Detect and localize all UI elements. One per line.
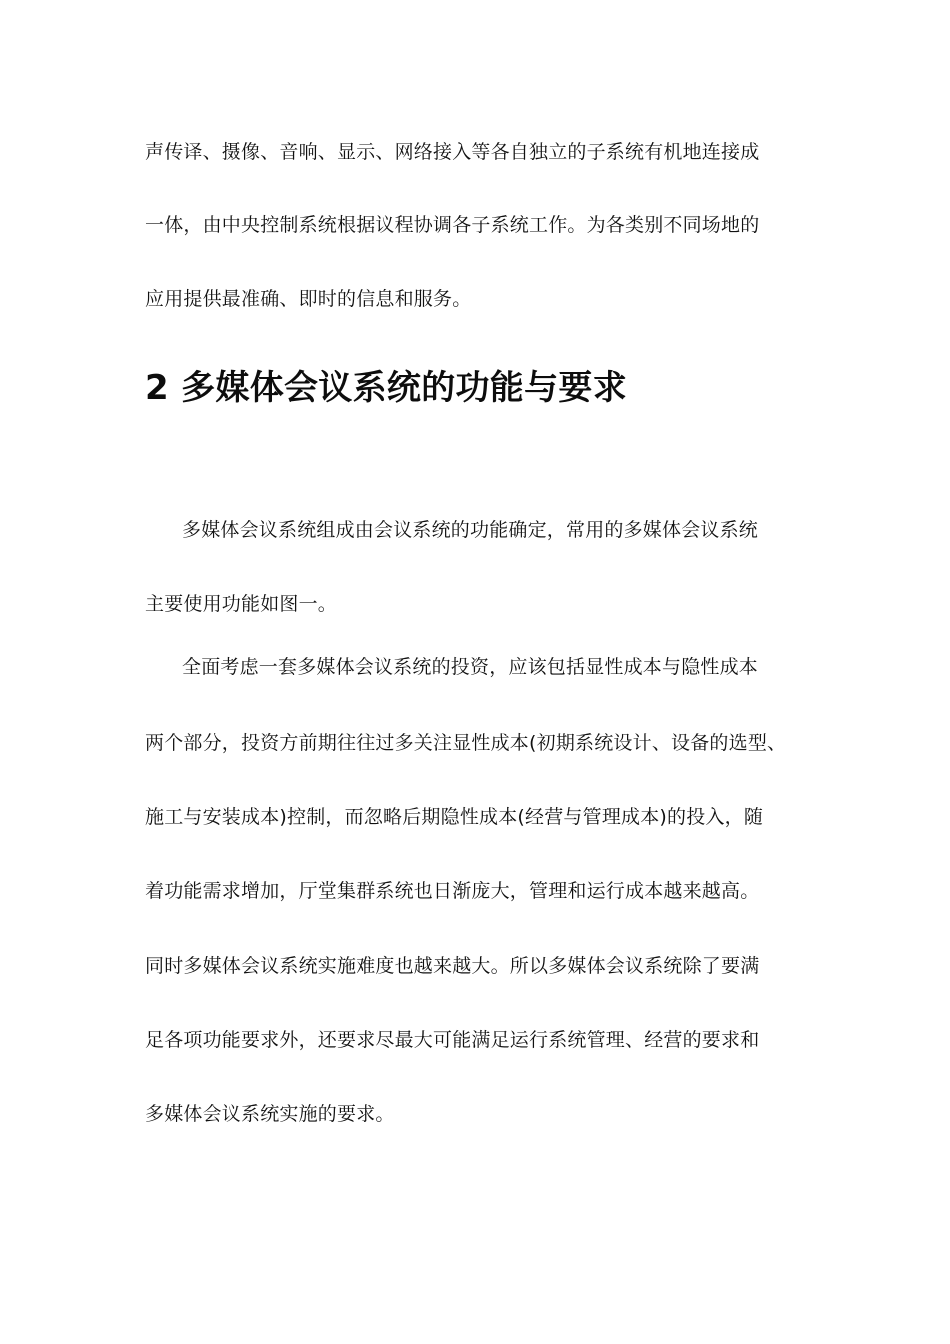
paragraph1-line-2: 主要使用功能如图一。 bbox=[145, 593, 338, 615]
paragraph2-line-1: 全面考虑一套多媒体会议系统的投资，应该包括显性成本与隐性成本 bbox=[182, 656, 759, 678]
intro-line-2: 一体，由中央控制系统根据议程协调各子系统工作。为各类别不同场地的 bbox=[145, 214, 760, 236]
section-heading: 2 多媒体会议系统的功能与要求 bbox=[145, 368, 627, 408]
paragraph2-line-7: 多媒体会议系统实施的要求。 bbox=[145, 1103, 395, 1125]
paragraph2-line-6: 足各项功能要求外，还要求尽最大可能满足运行系统管理、经营的要求和 bbox=[145, 1029, 760, 1051]
paragraph2-line-4: 着功能需求增加，厅堂集群系统也日渐庞大，管理和运行成本越来越高。 bbox=[145, 880, 760, 902]
paragraph2-line-5: 同时多媒体会议系统实施难度也越来越大。所以多媒体会议系统除了要满 bbox=[145, 955, 760, 977]
intro-line-1: 声传译、摄像、音响、显示、网络接入等各自独立的子系统有机地连接成 bbox=[145, 141, 760, 163]
paragraph2-line-2: 两个部分，投资方前期往往过多关注显性成本(初期系统设计、设备的选型、 bbox=[145, 732, 787, 754]
intro-line-3: 应用提供最准确、即时的信息和服务。 bbox=[145, 288, 472, 310]
paragraph1-line-1: 多媒体会议系统组成由会议系统的功能确定，常用的多媒体会议系统 bbox=[182, 519, 759, 541]
paragraph2-line-3: 施工与安装成本)控制，而忽略后期隐性成本(经营与管理成本)的投入，随 bbox=[145, 806, 764, 828]
